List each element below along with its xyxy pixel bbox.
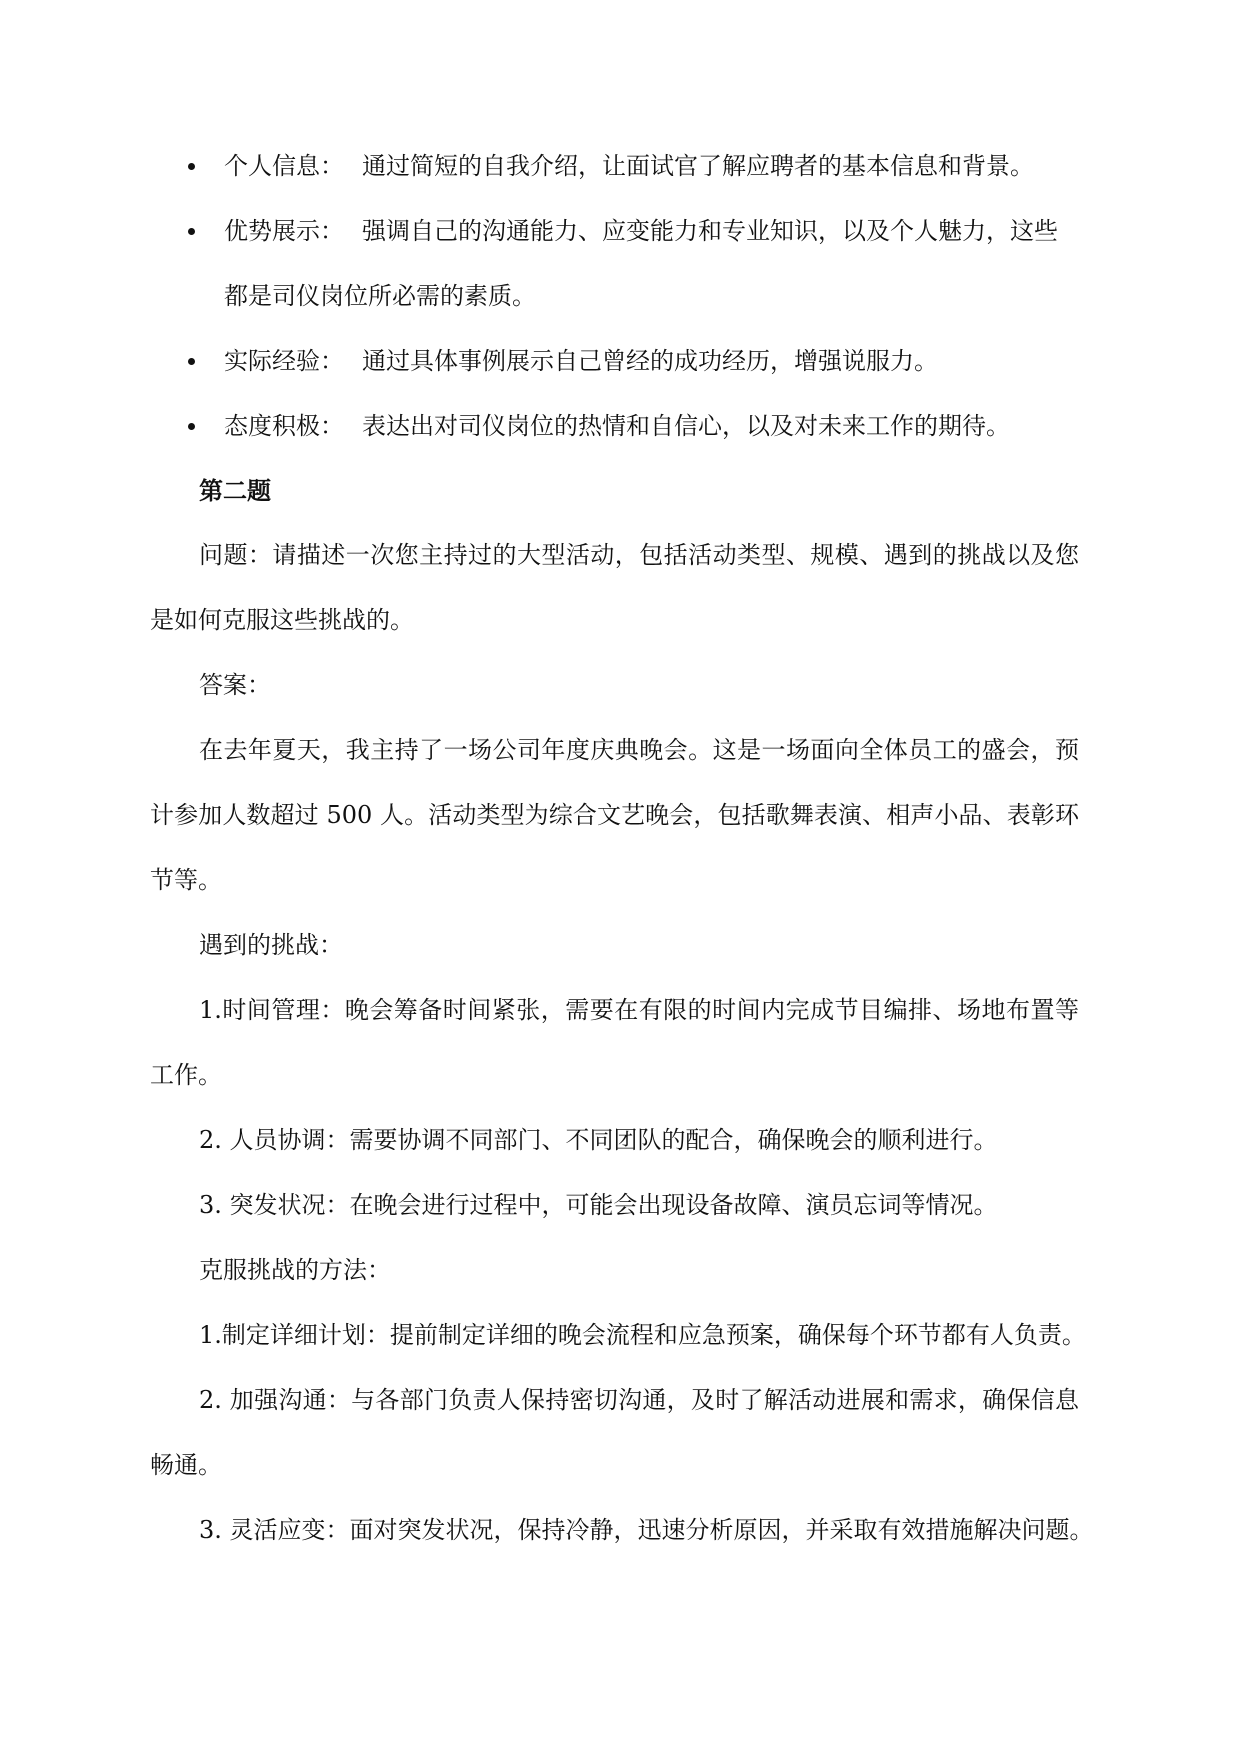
answer-paragraph-line: 计参加人数超过 500 人。活动类型为综合文艺晚会，包括歌舞表演、相声小品、表彰环 [150,801,1079,829]
bullet-text: 强调自己的沟通能力、应变能力和专业知识，以及个人魅力，这些 [362,217,1058,245]
challenge-item-continuation: 工作。 [150,1061,222,1089]
question-line: 问题：请描述一次您主持过的大型活动，包括活动类型、规模、遇到的挑战以及您 [199,541,1079,569]
challenge-item: 3. 突发状况：在晚会进行过程中，可能会出现设备故障、演员忘词等情况。 [199,1191,998,1219]
bullet-label: 态度积极： [224,412,344,440]
bullet-dot-icon [188,163,195,170]
method-item: 1.制定详细计划：提前制定详细的晚会流程和应急预案，确保每个环节都有人负责。 [199,1321,1086,1349]
bullet-dot-icon [188,423,195,430]
challenges-label: 遇到的挑战： [199,931,343,959]
bullet-continuation: 都是司仪岗位所必需的素质。 [224,282,536,310]
answer-paragraph-line: 节等。 [150,866,222,894]
bullet-label: 优势展示： [224,217,344,245]
challenge-item: 2. 人员协调：需要协调不同部门、不同团队的配合，确保晚会的顺利进行。 [199,1126,998,1154]
bullet-item-experience [224,346,938,376]
section-heading: 第二题 [199,476,271,505]
answer-paragraph-line: 在去年夏天，我主持了一场公司年度庆典晚会。这是一场面向全体员工的盛会，预 [199,736,1079,764]
bullet-text: 表达出对司仪岗位的热情和自信心，以及对未来工作的期待。 [362,412,1010,440]
bullet-dot-icon [188,358,195,365]
bullet-item-attitude [224,411,1010,441]
method-item: 2. 加强沟通：与各部门负责人保持密切沟通，及时了解活动进展和需求，确保信息 [199,1386,1079,1414]
bullet-dot-icon [188,228,195,235]
methods-label: 克服挑战的方法： [199,1256,391,1284]
method-item: 3. 灵活应变：面对突发状况，保持冷静，迅速分析原因，并采取有效措施解决问题。 [199,1516,1094,1544]
bullet-item-personal-info [224,151,1034,181]
bullet-text: 通过具体事例展示自己曾经的成功经历，增强说服力。 [362,347,938,375]
challenge-item: 1.时间管理：晚会筹备时间紧张，需要在有限的时间内完成节目编排、场地布置等 [199,996,1079,1024]
bullet-label: 个人信息： [224,152,344,180]
bullet-label: 实际经验： [224,347,344,375]
method-item-continuation: 畅通。 [150,1451,222,1479]
bullet-text: 通过简短的自我介绍，让面试官了解应聘者的基本信息和背景。 [362,152,1034,180]
answer-label: 答案： [199,671,271,699]
bullet-item-strengths [224,216,1058,246]
question-line: 是如何克服这些挑战的。 [150,606,414,634]
